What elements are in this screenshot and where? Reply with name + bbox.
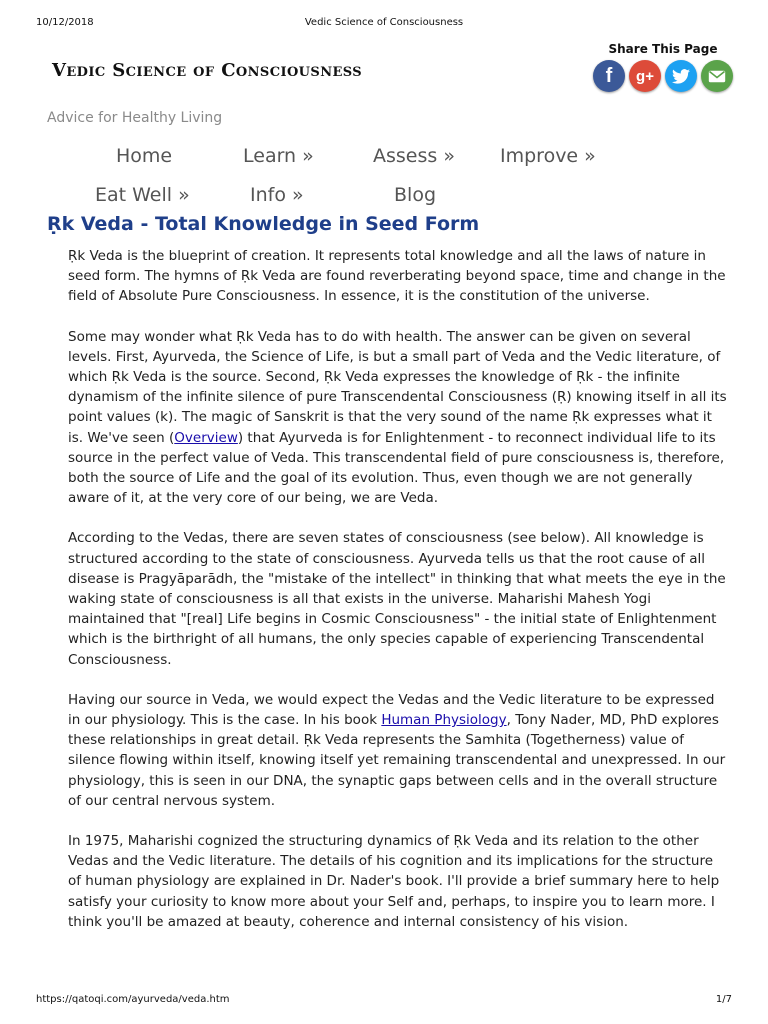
paragraph-text: Having our source in Veda, we would expect the Vedas and the Vedic literature to be expressed in our physiology. This is the case. In his book	[68, 691, 715, 729]
print-date: 10/12/2018	[36, 17, 94, 28]
paragraph: In 1975, Maharishi cognized the structuring dynamics of Ṛk Veda and its relation to the other Vedas and the Vedic literature. The details of his cognition and its implications for the structure of human physiology are explained in Dr. Nader's book. I'll provide a brief summary here to help satisfy your curiosity to know more about your Self and, perhaps, to inspire you to learn more. I think you'll be amazed at beauty, coherence and internal consistency of his vision.	[68, 833, 720, 930]
paragraph-text: ) that Ayurveda is for Enlightenment - to reconnect individual life to its source in the perfect value of Veda. This transcendental field of pure consciousness is, therefore, both the source of Life and the goal of its evolution. Thus, even though we are not generally aware of it, at the very core of our being, we are Veda.	[68, 429, 725, 507]
nav-info[interactable]: Info »	[250, 184, 304, 206]
paragraph: Ṛk Veda is the blueprint of creation. It represents total knowledge and all the laws of nature in seed form. The hymns of Ṛk Veda are found reverberating beyond space, time and change in the field of Absolute Pure Consciousness. In essence, it is the constitution of the universe.	[68, 248, 726, 305]
print-url: https://qatoqi.com/ayurveda/veda.htm	[36, 994, 230, 1005]
overview-link[interactable]: Overview	[174, 429, 238, 446]
share-icons	[588, 60, 738, 92]
print-title: Vedic Science of Consciousness	[304, 17, 464, 28]
site-title[interactable]: Vedic Science of Consciousness	[52, 60, 363, 81]
facebook-icon[interactable]: f	[593, 60, 625, 92]
paragraph	[68, 690, 728, 811]
print-header	[36, 17, 732, 31]
nav-learn[interactable]: Learn »	[243, 145, 314, 167]
print-footer	[36, 994, 732, 1008]
paragraph-text: , Tony Nader, MD, PhD explores these relationships in great detail. Ṛk Veda represents the Samhita (Togetherness) value of silence flowing within itself, knowing itself yet remaining transcendental and unexpressed. In our physiology, this is seen in our DNA, the synaptic gaps between cells and in the overall structure of our central nervous system.	[68, 712, 726, 809]
paragraph: According to the Vedas, there are seven states of consciousness (see below). All knowledge is structured according to the state of consciousness. Ayurveda tells us that the root cause of all disease is Pragyāparādh, the "mistake of the intellect" in thinking that what meets the eye in the waking state of consciousness is all that exists in the universe. Maharishi Mahesh Yogi maintained that "[real] Life begins in Cosmic Consciousness" - the initial state of Enlightenment which is the birthright of all humans, the only species capable of experiencing Transcendental Consciousness.	[68, 530, 726, 668]
paragraph-text: Some may wonder what Ṛk Veda has to do with health. The answer can be given on several levels. First, Ayurveda, the Science of Life, is but a small part of Veda and the Vedic literature, of which Ṛk Veda is the source. Second, Ṛk Veda expresses the knowledge of Ṛk - the infinite dynamism of the infinite silence of pure Transcendental Consciousness (Ṛ) knowing itself in all its point values (k). The magic of Sanskrit is that the very sound of the name Ṛk expresses what it is. We've seen (	[68, 328, 727, 446]
share-label: Share This Page	[608, 42, 718, 56]
nav-improve[interactable]: Improve »	[500, 145, 596, 167]
article-body	[68, 246, 728, 952]
paragraph	[68, 327, 728, 509]
twitter-icon[interactable]	[665, 60, 697, 92]
google-plus-icon[interactable]: g+	[629, 60, 661, 92]
site-tagline: Advice for Healthy Living	[47, 110, 223, 126]
nav-blog[interactable]: Blog	[394, 184, 436, 206]
article-heading: Ṛk Veda - Total Knowledge in Seed Form	[47, 213, 480, 235]
nav-eat-well[interactable]: Eat Well »	[95, 184, 190, 206]
email-icon[interactable]	[701, 60, 733, 92]
page-number: 1/7	[715, 994, 732, 1005]
share-widget	[588, 42, 738, 92]
nav-assess[interactable]: Assess »	[373, 145, 455, 167]
nav-home[interactable]: Home	[116, 145, 173, 167]
human-physiology-link[interactable]: Human Physiology	[381, 712, 507, 729]
